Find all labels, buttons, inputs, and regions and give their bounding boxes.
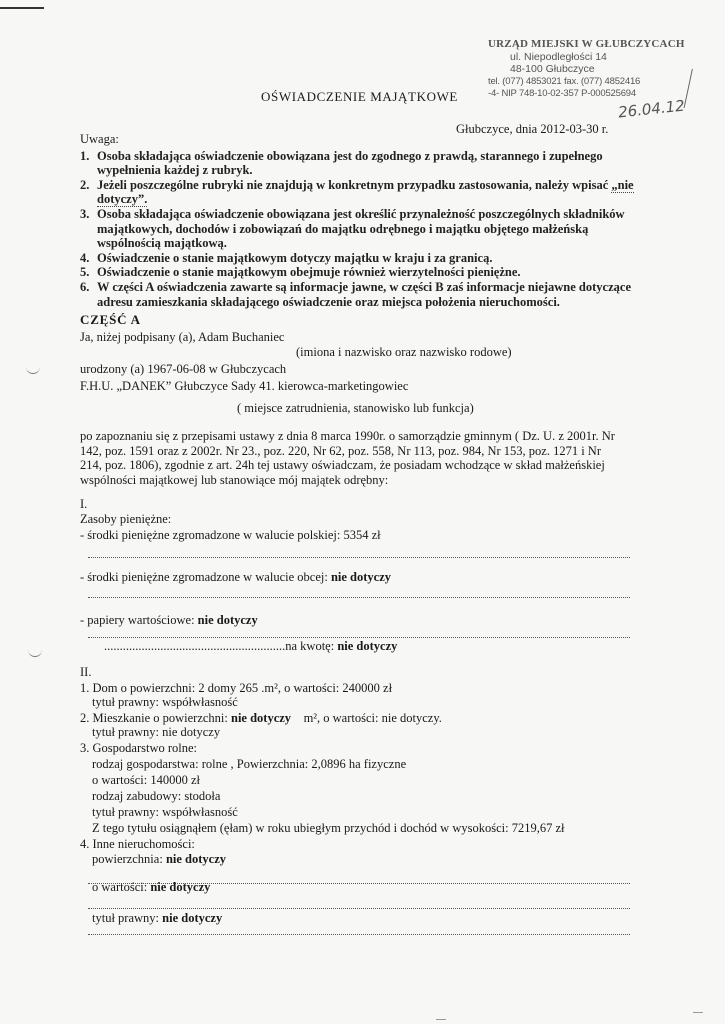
top-rule <box>0 7 44 9</box>
handwritten-date: 26.04.12 <box>617 96 686 122</box>
notes-block <box>80 132 640 309</box>
place-date: Głubczyce, dnia 2012-03-30 r. <box>456 122 609 136</box>
note-item: 3. Osoba składająca oświadczenie obowiązana jest określić przynależność poszczególnych składników majątkowych, dochodów i zobowiązań do majątku odrębnego i majątku objętego małżeńską wspólnością majątkową. <box>80 206 625 251</box>
office-stamp <box>488 38 685 101</box>
other-area: powierzchnia: nie dotyczy <box>92 852 226 866</box>
stamp-ids: -4- NIP 748-10-02-357 P-000525694 <box>488 88 636 99</box>
dotted-line <box>88 637 630 638</box>
flat-line: 2. Mieszkanie o powierzchni: nie dotyczy m², o wartości: nie dotyczy. <box>80 711 442 725</box>
dotted-line <box>88 934 630 935</box>
page-title: OŚWIADCZENIE MAJĄTKOWE <box>261 89 458 104</box>
notes-header: Uwaga: <box>80 132 119 146</box>
other-heading: 4. Inne nieruchomości: <box>80 837 195 851</box>
farm-buildings: rodzaj zabudowy: stodoła <box>92 789 221 803</box>
stamp-street: ul. Niepodległości 14 <box>510 50 607 63</box>
other-value: o wartości: nie dotyczy <box>92 880 211 894</box>
securities-line: - papiery wartościowe: nie dotyczy <box>80 613 258 627</box>
farm-value: o wartości: 140000 zł <box>92 773 200 787</box>
born-line: urodzony (a) 1967-06-08 w Głubczycach <box>80 362 287 376</box>
note-item: 4. Oświadczenie o stanie majątkowym dotyczy majątku w kraju i za granicą. <box>80 250 493 265</box>
dotted-line <box>88 908 630 909</box>
corner-mark <box>436 1015 446 1020</box>
dotted-line <box>88 557 630 558</box>
legal-paragraph: po zapoznaniu się z przepisami ustawy z dnia 8 marca 1990r. o samorządzie gminnym ( Dz. U. z 2001r. Nr 142, poz. 1591 oraz z 2002r. Nr 23., poz. 220, Nr 62, poz. 558, Nr 113, poz. 984, Nr 153, poz. 1271 i Nr 214, poz. 1806), zgodnie z art. 24h tej ustawy oświadczam, że posiadam wchodzące w skład małżeńskiej wspólności majątkowej lub stanowiące mój majątek odrębny: <box>80 429 615 487</box>
section-2-heading: II. <box>80 665 92 679</box>
farm-type: rodzaj gospodarstwa: rolne , Powierzchnia: 2,0896 ha fizyczne <box>92 757 407 771</box>
employment-caption: ( miejsce zatrudnienia, stanowisko lub funkcja) <box>237 401 474 415</box>
note-item: 5. Oświadczenie o stanie majątkowym obejmuje również wierzytelności pieniężne. <box>80 265 521 280</box>
part-a-heading: CZĘŚĆ A <box>80 312 141 327</box>
margin-punch-mark <box>26 365 40 374</box>
amount-line: ..........................................................na kwotę: nie dotyczy <box>104 639 398 653</box>
house-line: 1. Dom o powierzchni: 2 domy 265 .m², o wartości: 240000 zł <box>80 681 393 695</box>
farm-income: Z tego tytułu osiągnąłem (ęłam) w roku ubiegłym przychód i dochód w wysokości: 7219,67 zł <box>92 821 565 835</box>
stamp-city: 48-100 Głubczyce <box>510 63 595 75</box>
corner-mark <box>693 1008 703 1013</box>
employment-line: F.H.U. „DANEK” Głubczyce Sady 41. kierowca-marketingowiec <box>80 379 409 393</box>
cash-foreign-line: - środki pieniężne zgromadzone w walucie obcej: nie dotyczy <box>80 570 392 584</box>
note-item: 1. Osoba składająca oświadczenie obowiązana jest do zgodnego z prawdą, starannego i zupełnego wypełnienia każdej z rubryk. <box>80 148 603 178</box>
flat-title: tytuł prawny: nie dotyczy <box>92 725 221 739</box>
margin-punch-mark <box>28 648 42 657</box>
house-title: tytuł prawny: współwłasność <box>92 695 238 709</box>
signed-line: Ja, niżej podpisany (a), Adam Buchaniec <box>80 330 285 344</box>
note-item: 2. Jeżeli poszczególne rubryki nie znajdują w konkretnym przypadku zastosowania, należy wpisać „nie dotyczy”. <box>80 177 634 207</box>
cash-pln-line: - środki pieniężne zgromadzone w walucie polskiej: 5354 zł <box>80 528 381 542</box>
section-1-heading: I. <box>80 497 88 511</box>
farm-title: tytuł prawny: współwłasność <box>92 805 238 819</box>
farm-heading: 3. Gospodarstwo rolne: <box>80 741 197 755</box>
note-item: 6. W części A oświadczenia zawarte są informacje jawne, w części B zaś informacje niejawne dotyczące adresu zamieszkania składającego oświadczenie oraz miejsca położenia nieruchomości. <box>80 279 631 309</box>
section-1-subheading: Zasoby pieniężne: <box>80 512 172 526</box>
other-title: tytuł prawny: nie dotyczy <box>92 911 223 925</box>
dotted-line <box>88 597 630 598</box>
names-caption: (imiona i nazwisko oraz nazwisko rodowe) <box>296 345 512 359</box>
stamp-office: URZĄD MIEJSKI W GŁUBCZYCACH <box>488 38 685 50</box>
stamp-phone: tel. (077) 4853021 fax. (077) 4852416 <box>488 75 641 87</box>
